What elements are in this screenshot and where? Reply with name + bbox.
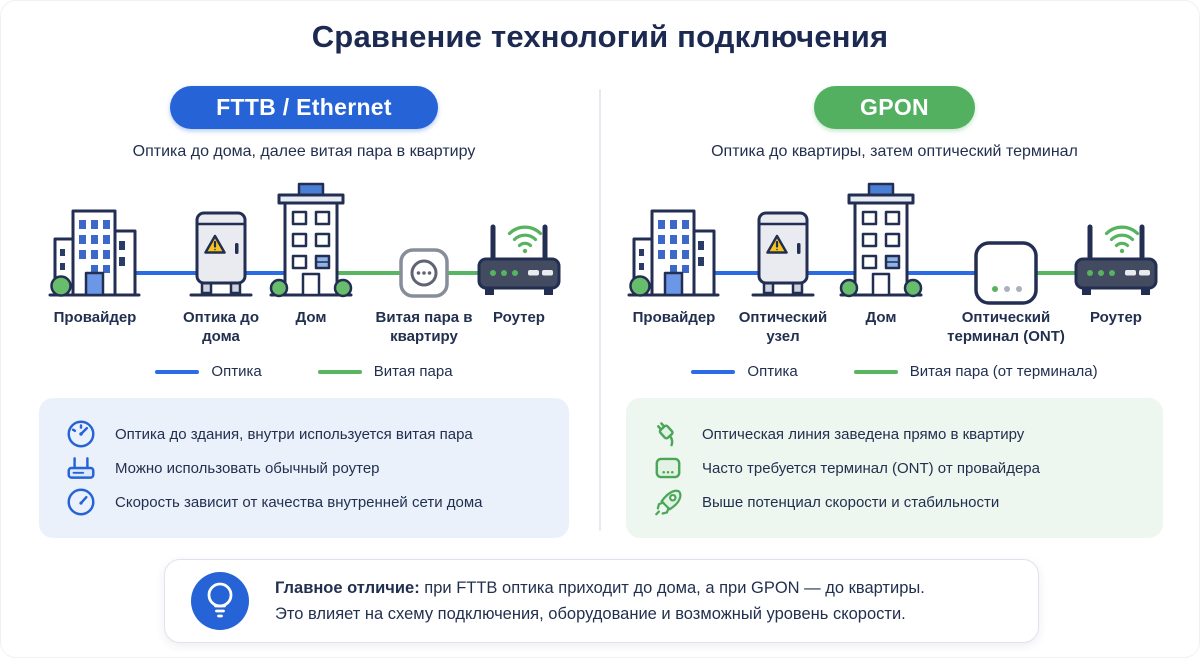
- optical-node-cabinet-icon: [751, 207, 815, 299]
- comparison-columns: [1, 86, 1200, 538]
- rocket-icon: [652, 486, 684, 518]
- provider-building-icon: [47, 199, 142, 299]
- feature-text: Оптическая линия заведена прямо в квартиру: [702, 425, 1025, 443]
- feature-text: Выше потенциал скорости и стабильности: [702, 493, 1000, 511]
- fttb-subtitle: Оптика до дома, далее витая пара в квартиру: [132, 143, 476, 160]
- gauge-icon: [65, 486, 97, 518]
- gpon-column: [626, 86, 1163, 538]
- legend-label: Оптика: [211, 363, 262, 380]
- optic-swatch: [691, 370, 735, 374]
- fttb-feature-box: [39, 398, 569, 538]
- fttb-diagram: [39, 181, 569, 347]
- node-label: Провайдер: [53, 309, 137, 326]
- legend-item-optic: [691, 363, 797, 380]
- feature-row: [652, 486, 1137, 518]
- twisted-pair-swatch: [854, 370, 898, 374]
- node-label: Дом: [865, 309, 897, 326]
- gpon-badge: GPON: [814, 86, 975, 129]
- legend-item-twisted-pair: [854, 363, 1098, 380]
- feature-row: [65, 452, 543, 484]
- provider-building-icon: [626, 199, 721, 299]
- legend-item-optic: [155, 363, 261, 380]
- router-icon: [65, 452, 97, 484]
- key-difference-line1: при FTTB оптика приходит до дома, а при GPON — до квартиры.: [419, 578, 925, 597]
- node-label: Роутер: [493, 309, 545, 326]
- node-label: Дом: [295, 309, 327, 326]
- apartment-building-icon: [269, 181, 353, 299]
- feature-text: Часто требуется терминал (ONT) от провайдера: [702, 459, 1040, 477]
- optic-swatch: [155, 370, 199, 374]
- key-difference-text: [275, 575, 925, 628]
- gpon-feature-box: [626, 398, 1163, 538]
- legend-label: Оптика: [747, 363, 798, 380]
- fiber-plug-icon: [652, 418, 684, 450]
- feature-row: [65, 486, 543, 518]
- apartment-building-icon: [839, 181, 923, 299]
- node-label: Витая пара в квартиру: [375, 309, 473, 345]
- speedometer-icon: [65, 418, 97, 450]
- key-difference-note: [164, 559, 1039, 643]
- fttb-badge: FTTB / Ethernet: [170, 86, 438, 129]
- lightbulb-badge: [191, 572, 249, 630]
- gpon-diagram: [626, 181, 1163, 347]
- page-title: Сравнение технологий подключения: [311, 19, 889, 54]
- router-icon: [473, 217, 565, 299]
- gpon-legend: [626, 363, 1163, 380]
- fttb-column: [39, 86, 569, 538]
- feature-row: [65, 418, 543, 450]
- street-cabinet-icon: [189, 207, 253, 299]
- legend-item-twisted-pair: [318, 363, 453, 380]
- gpon-subtitle: Оптика до квартиры, затем оптический терминал: [711, 143, 1078, 160]
- node-label: Роутер: [1090, 309, 1142, 326]
- feature-row: [652, 418, 1137, 450]
- ont-terminal-icon: [972, 239, 1040, 307]
- key-difference-highlight: Главное отличие:: [275, 578, 420, 597]
- key-difference-line2: Это влияет на схему подключения, оборудование и возможный уровень скорости.: [275, 605, 906, 623]
- feature-text: Можно использовать обычный роутер: [115, 459, 380, 477]
- wall-socket-icon: [397, 246, 451, 300]
- node-label: Оптика до дома: [183, 309, 259, 345]
- ont-terminal-icon: [652, 452, 684, 484]
- node-label: Оптический узел: [738, 309, 828, 345]
- lightbulb-icon: [191, 572, 249, 630]
- feature-row: [652, 452, 1137, 484]
- legend-label: Витая пара: [373, 363, 453, 380]
- router-icon: [1070, 217, 1162, 299]
- legend-label: Витая пара (от терминала): [909, 363, 1098, 380]
- feature-text: Оптика до здания, внутри используется витая пара: [115, 425, 473, 443]
- node-label: Оптический терминал (ONT): [947, 309, 1065, 345]
- twisted-pair-swatch: [318, 370, 362, 374]
- fttb-legend: [39, 363, 569, 380]
- feature-text: Скорость зависит от качества внутренней сети дома: [115, 493, 483, 511]
- node-label: Провайдер: [632, 309, 716, 326]
